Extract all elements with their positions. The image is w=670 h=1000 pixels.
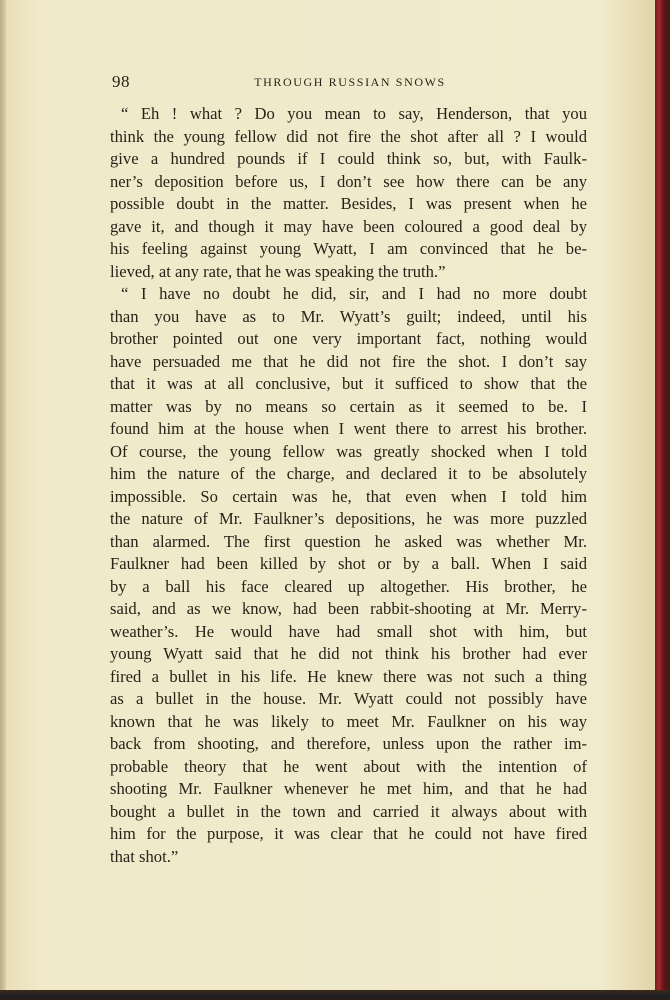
- text-line: young Wyatt said that he did not think his brother had ever: [110, 644, 587, 663]
- page-header: [112, 72, 588, 94]
- scan-bottom-edge: [0, 990, 670, 1000]
- text-line: than alarmed. The first question he asked was whether Mr.: [110, 531, 587, 551]
- text-line: fired a bullet in his life. He knew there was not such a thing: [110, 666, 587, 686]
- text-line: his feeling against young Wyatt, I am convinced that he be-: [110, 239, 587, 258]
- text-line: weather’s. He would have had small shot with him, but: [110, 621, 587, 641]
- text-line: Of course, the young fellow was greatly shocked when I told: [110, 441, 587, 461]
- text-line: give a hundred pounds if I could think so, but, with Faulk-: [110, 149, 587, 168]
- text-line: him for the purpose, it was clear that he could not have fired: [110, 824, 587, 843]
- page-left-edge: [0, 0, 6, 990]
- text-line: ner’s deposition before us, I don’t see how there can be any: [110, 171, 587, 191]
- text-line: back from shooting, and therefore, unless upon the rather im-: [110, 734, 587, 753]
- book-binding-edge: [655, 0, 670, 1000]
- text-line: him the nature of the charge, and declared it to be absolutely: [110, 464, 587, 483]
- text-line: think the young fellow did not fire the shot after all ? I would: [110, 126, 587, 146]
- text-line: that shot.”: [110, 846, 179, 866]
- paragraph-2: [110, 283, 587, 868]
- text-line: gave it, and though it may have been coloured a good deal by: [110, 216, 587, 236]
- text-line: “ Eh ! what ? Do you mean to say, Henderson, that you: [121, 104, 587, 123]
- text-line: the nature of Mr. Faulkner’s depositions, he was more puzzled: [110, 509, 587, 528]
- text-line: than you have as to Mr. Wyatt’s guilt; indeed, until his: [110, 306, 587, 326]
- text-line: Faulkner had been killed by shot or by a ball. When I said: [110, 554, 587, 573]
- text-line: as a bullet in the house. Mr. Wyatt could not possibly have: [110, 689, 587, 708]
- text-line: have persuaded me that he did not fire the shot. I don’t say: [110, 351, 587, 371]
- text-line: impossible. So certain was he, that even when I told him: [110, 486, 587, 506]
- text-line: lieved, at any rate, that he was speaking the truth.”: [110, 261, 446, 281]
- text-line: matter was by no means so certain as it seemed to be. I: [110, 396, 587, 416]
- text-line: probable theory that he went about with the intention of: [110, 756, 587, 776]
- paragraph-1: [110, 103, 587, 283]
- text-line: known that he was likely to meet Mr. Faulkner on his way: [110, 711, 587, 731]
- text-line: bought a bullet in the town and carried it always about with: [110, 801, 587, 821]
- running-title: THROUGH RUSSIAN SNOWS: [254, 75, 446, 89]
- text-line: that it was at all conclusive, but it sufficed to show that the: [110, 374, 587, 393]
- page-number: 98: [112, 72, 130, 91]
- text-line: “ I have no doubt he did, sir, and I had no more doubt: [121, 284, 587, 303]
- text-line: said, and as we know, had been rabbit-shooting at Mr. Merry-: [110, 599, 587, 618]
- text-line: possible doubt in the matter. Besides, I was present when he: [110, 194, 587, 213]
- text-line: found him at the house when I went there to arrest his brother.: [110, 419, 587, 438]
- text-line: shooting Mr. Faulkner whenever he met him, and that he had: [110, 779, 587, 798]
- text-line: brother pointed out one very important fact, nothing would: [110, 329, 587, 348]
- body-text: [110, 103, 587, 868]
- text-line: by a ball his face cleared up altogether. His brother, he: [110, 576, 587, 596]
